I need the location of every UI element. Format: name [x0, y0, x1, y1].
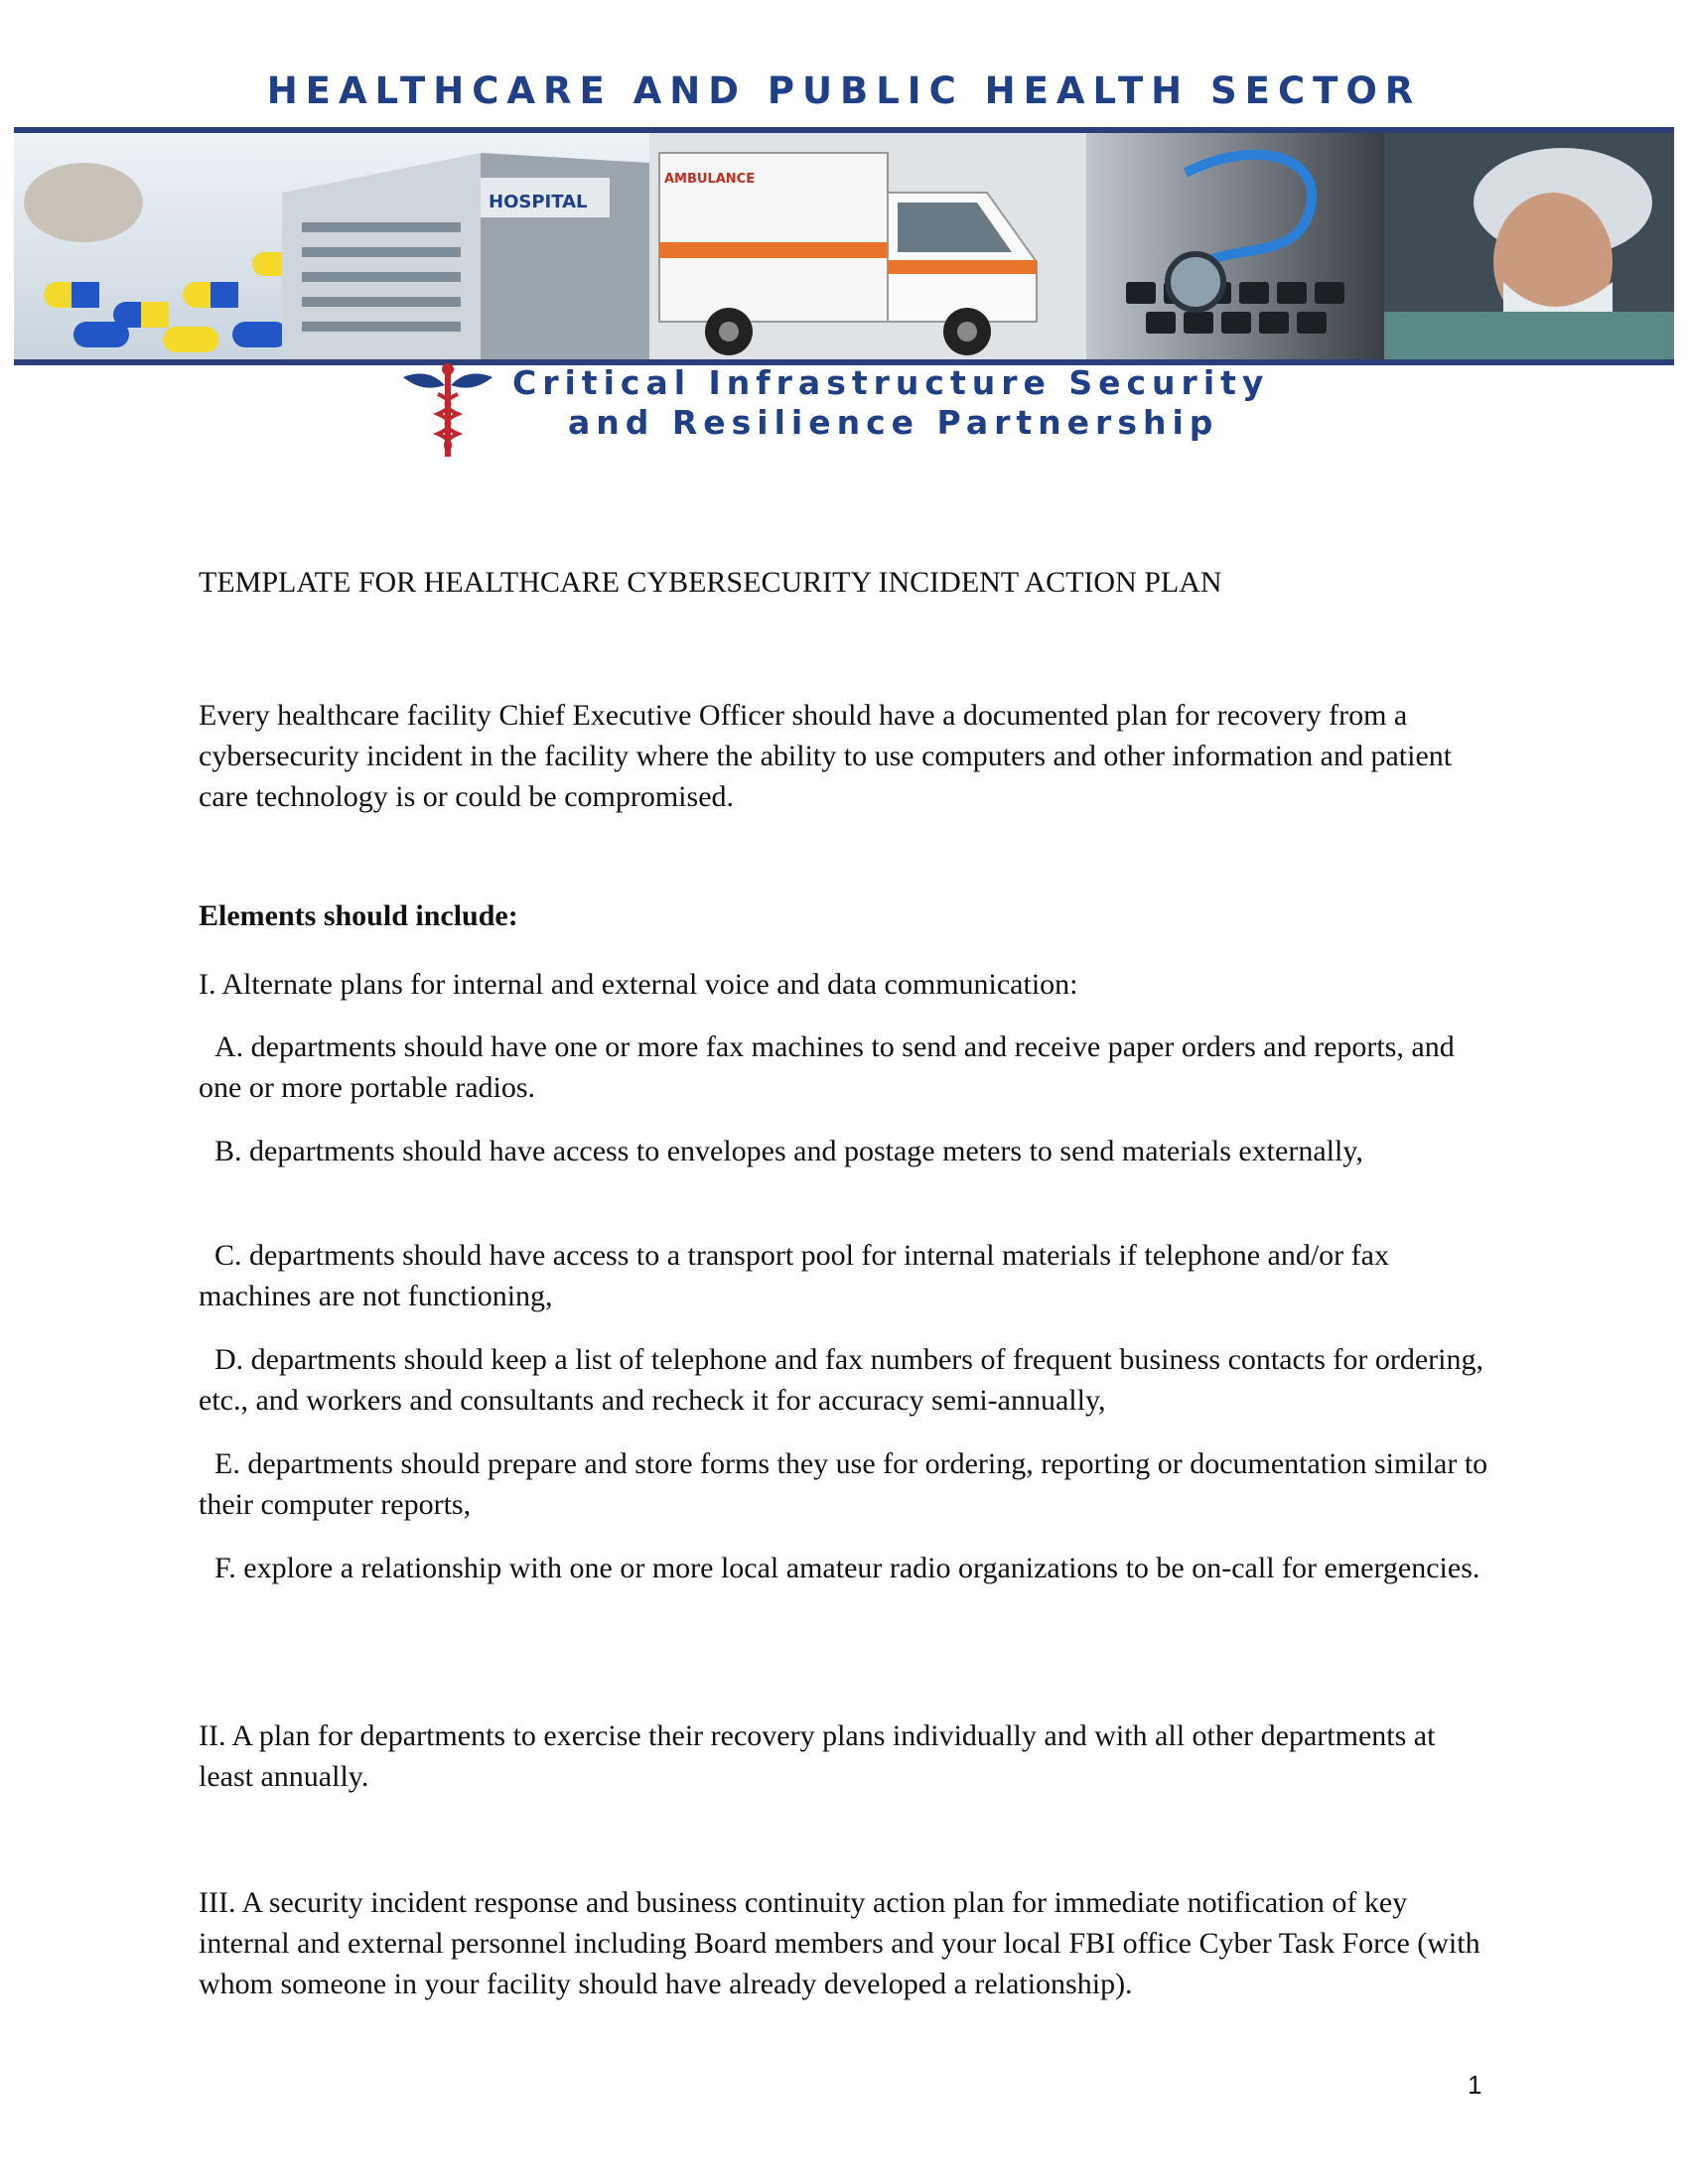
- intro-paragraph: Every healthcare facility Chief Executive Officer should have a documented plan for recovery from a cybersecurity incident in the facility where the ability to use computers and other information and patient care technology is or could be compromised.: [199, 699, 1453, 813]
- clinician-image: [1384, 133, 1674, 359]
- section-1-item-e: E. departments should prepare and store forms they use for ordering, reporting or documentation similar to their computer reports,: [199, 1447, 1488, 1521]
- section-1-item-c: C. departments should have access to a transport pool for internal materials if telephone and/or fax machines are not functioning,: [199, 1239, 1389, 1312]
- section-1-heading: I. Alternate plans for internal and external voice and data communication:: [199, 968, 1078, 1001]
- partnership-line-2: and Resilience Partnership: [568, 403, 1219, 442]
- section-1-item-f: F. explore a relationship with one or more local amateur radio organizations to be on-call for emergencies.: [214, 1552, 1480, 1584]
- sector-title: HEALTHCARE AND PUBLIC HEALTH SECTOR: [266, 69, 1422, 112]
- section-1-item-a: A. departments should have one or more fax machines to send and receive paper orders and reports, and one or more portable radios.: [199, 1030, 1455, 1104]
- section-2-paragraph: II. A plan for departments to exercise their recovery plans individually and with all other departments at least annually.: [199, 1719, 1436, 1793]
- hospital-building-image: [282, 153, 649, 359]
- partnership-line-1: Critical Infrastructure Security: [512, 363, 1270, 402]
- ambulance-image: [649, 133, 1086, 359]
- ambulance-label-text: AMBULANCE: [664, 172, 756, 187]
- cisr-logo: [393, 359, 1386, 459]
- caduceus-icon: [393, 359, 502, 459]
- section-3-paragraph: III. A security incident response and business continuity action plan for immediate notification of key internal and external personnel including Board members and your local FBI office Cyber Task Force (with whom someone in your facility should have already developed a relationship).: [199, 1886, 1480, 2000]
- elements-heading: Elements should include:: [199, 899, 518, 932]
- stethoscope-keyboard-image: [1086, 133, 1384, 359]
- section-1-item-d: D. departments should keep a list of telephone and fax numbers of frequent business contacts for ordering, etc., and workers and consultants and recheck it for accuracy semi-annually,: [199, 1343, 1483, 1417]
- section-1-item-b: B. departments should have access to envelopes and postage meters to send materials externally,: [214, 1135, 1363, 1167]
- hospital-sign-text: HOSPITAL: [489, 192, 588, 212]
- document-title: TEMPLATE FOR HEALTHCARE CYBERSECURITY INCIDENT ACTION PLAN: [199, 566, 1222, 599]
- page-number: 1: [1468, 2070, 1482, 2100]
- header-banner-image: [14, 127, 1674, 365]
